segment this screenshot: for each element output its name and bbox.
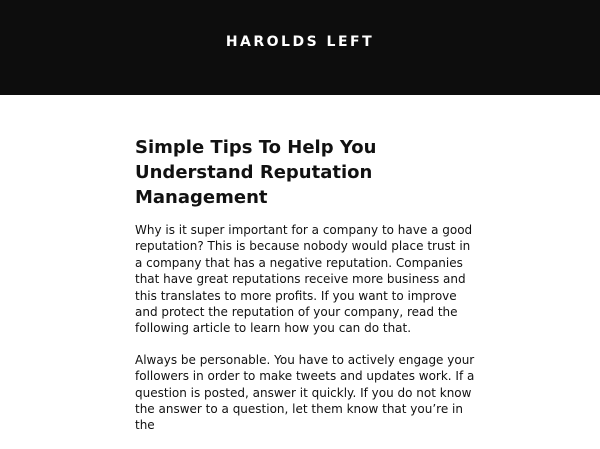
site-header (0, 0, 600, 95)
post-paragraph-2: Always be personable. You have to actively engage your followers in order to make tweets and updates work. If a question is posted, answer it quickly. If you do not know the answer to a question, let them know that you’re in the (135, 352, 475, 433)
post-article (135, 135, 475, 434)
post-title: Simple Tips To Help You Understand Reputation Management (135, 137, 377, 208)
site-title-link[interactable]: HAROLDS LEFT (225, 34, 375, 50)
main-content (135, 135, 475, 449)
post-body (135, 222, 475, 434)
post-paragraph-1: Why is it super important for a company to have a good reputation? This is because nobody would place trust in a company that has a negative reputation. Companies that have great reputations receive more business and this translates to more profits. If you want to improve and protect the reputation of your company, read the following article to learn how you can do that. (135, 223, 473, 336)
